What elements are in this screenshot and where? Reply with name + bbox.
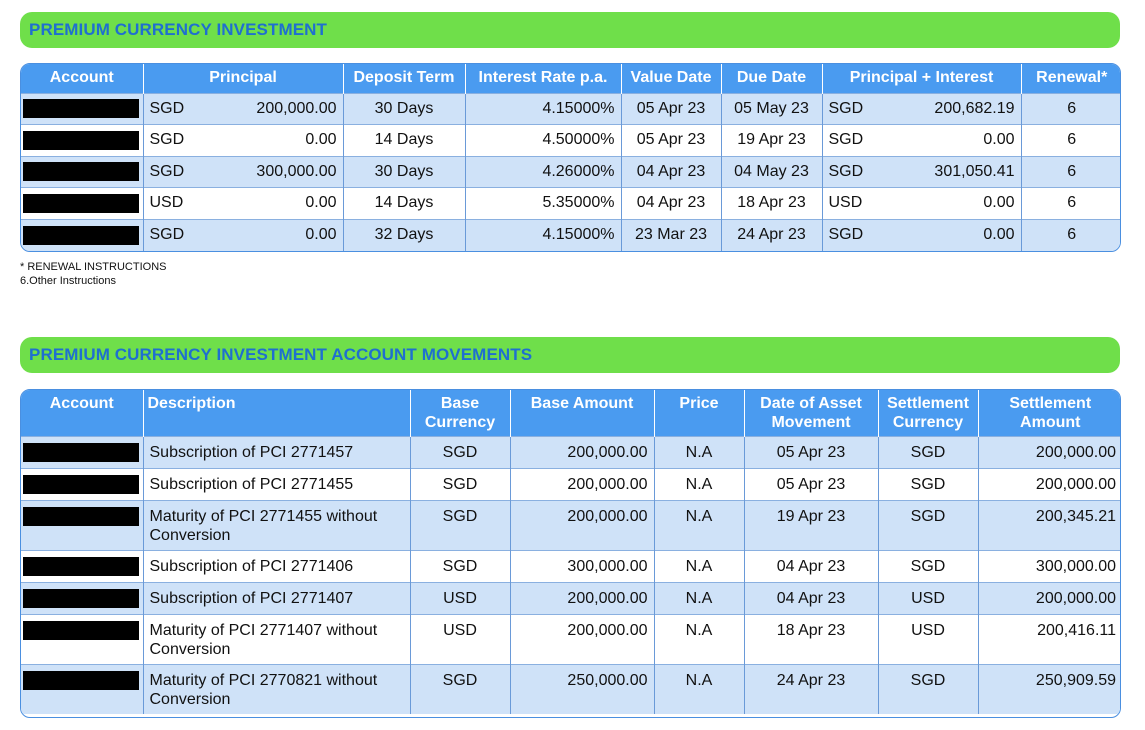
col-header-due-date: Due Date: [721, 64, 822, 93]
asset-movement-date-cell: 04 Apr 23: [744, 550, 878, 582]
principal-amount: 0.00: [305, 194, 337, 212]
due-date-cell: 04 May 23: [721, 156, 822, 188]
principal-currency: SGD: [149, 99, 185, 117]
principal-interest-currency: SGD: [828, 162, 864, 180]
settlement-amount-cell: 200,416.11: [978, 614, 1121, 664]
asset-movement-date-cell: 24 Apr 23: [744, 664, 878, 714]
account-cell: [21, 125, 143, 157]
asset-movement-date-cell: 04 Apr 23: [744, 582, 878, 614]
col-header-settlement-amount: Settlement Amount: [978, 390, 1121, 436]
price-cell: N.A: [654, 582, 744, 614]
settlement-currency-cell: SGD: [878, 550, 978, 582]
account-cell: [21, 550, 143, 582]
col-header-settlement-currency: Settlement Currency: [878, 390, 978, 436]
renewal-instruction-note: 6.Other Instructions: [20, 275, 116, 287]
price-cell: N.A: [654, 500, 744, 550]
table-row: [21, 614, 1121, 664]
base-currency-cell: SGD: [410, 436, 510, 468]
account-cell: [21, 188, 143, 220]
asset-movement-date-cell: 05 Apr 23: [744, 468, 878, 500]
base-currency-cell: SGD: [410, 500, 510, 550]
col-header-base-currency: Base Currency: [410, 390, 510, 436]
redacted-account-number: [23, 99, 139, 118]
table-row: [21, 156, 1121, 188]
col-header-value-date: Value Date: [621, 64, 721, 93]
account-cell: [21, 664, 143, 714]
deposit-term-cell: 14 Days: [343, 188, 465, 220]
settlement-amount-cell: 200,000.00: [978, 436, 1121, 468]
renewal-cell: 6: [1021, 93, 1121, 125]
col-header-price: Price: [654, 390, 744, 436]
value-date-cell: 05 Apr 23: [621, 93, 721, 125]
principal-amount: 0.00: [305, 131, 337, 149]
settlement-currency-cell: USD: [878, 582, 978, 614]
principal-interest-amount: 301,050.41: [934, 162, 1015, 180]
table-row: [21, 500, 1121, 550]
col-header-base-amount: Base Amount: [510, 390, 654, 436]
table-row: [21, 550, 1121, 582]
redacted-account-number: [23, 226, 139, 245]
base-amount-cell: 250,000.00: [510, 664, 654, 714]
price-cell: N.A: [654, 436, 744, 468]
principal-currency: SGD: [149, 131, 185, 149]
principal-interest-amount: 200,682.19: [934, 99, 1015, 117]
renewal-footnote: * RENEWAL INSTRUCTIONS: [20, 261, 167, 273]
col-header-interest-rate: Interest Rate p.a.: [465, 64, 621, 93]
principal-cell: [143, 219, 343, 251]
deposit-term-cell: 14 Days: [343, 125, 465, 157]
principal-amount: 300,000.00: [256, 162, 337, 180]
principal-interest-currency: SGD: [828, 226, 864, 243]
settlement-amount-cell: 200,000.00: [978, 468, 1121, 500]
settlement-amount-cell: 200,345.21: [978, 500, 1121, 550]
due-date-cell: 19 Apr 23: [721, 125, 822, 157]
base-amount-cell: 200,000.00: [510, 582, 654, 614]
principal-interest-cell: [822, 156, 1021, 188]
asset-movement-date-cell: 19 Apr 23: [744, 500, 878, 550]
description-cell: Subscription of PCI 2771455: [143, 468, 410, 500]
base-amount-cell: 200,000.00: [510, 468, 654, 500]
table-row: [21, 93, 1121, 125]
col-header-renewal: Renewal*: [1021, 64, 1121, 93]
deposit-term-cell: 32 Days: [343, 219, 465, 251]
principal-interest-currency: SGD: [828, 99, 864, 117]
deposit-term-cell: 30 Days: [343, 156, 465, 188]
price-cell: N.A: [654, 468, 744, 500]
table-header-row: [21, 64, 1121, 93]
principal-interest-cell: [822, 219, 1021, 251]
settlement-amount-cell: 200,000.00: [978, 582, 1121, 614]
redacted-account-number: [23, 507, 139, 526]
base-currency-cell: USD: [410, 614, 510, 664]
settlement-currency-cell: SGD: [878, 468, 978, 500]
principal-interest-amount: 0.00: [983, 226, 1015, 243]
renewal-cell: 6: [1021, 156, 1121, 188]
principal-amount: 0.00: [305, 226, 337, 243]
interest-rate-cell: 4.26000%: [465, 156, 621, 188]
redacted-account-number: [23, 589, 139, 608]
base-amount-cell: 200,000.00: [510, 614, 654, 664]
value-date-cell: 04 Apr 23: [621, 156, 721, 188]
pci-holdings-table: [21, 64, 1121, 251]
base-currency-cell: SGD: [410, 664, 510, 714]
asset-movement-date-cell: 05 Apr 23: [744, 436, 878, 468]
interest-rate-cell: 4.15000%: [465, 219, 621, 251]
redacted-account-number: [23, 621, 139, 640]
col-header-account: Account: [21, 64, 143, 93]
table-row: [21, 188, 1121, 220]
redacted-account-number: [23, 671, 139, 690]
pci-movements-table-container: [20, 389, 1121, 718]
value-date-cell: 23 Mar 23: [621, 219, 721, 251]
principal-interest-currency: USD: [828, 194, 863, 212]
base-currency-cell: SGD: [410, 550, 510, 582]
col-header-principal: Principal: [143, 64, 343, 93]
pci-holdings-table-container: [20, 63, 1121, 252]
col-header-deposit-term: Deposit Term: [343, 64, 465, 93]
principal-interest-currency: SGD: [828, 131, 864, 149]
due-date-cell: 05 May 23: [721, 93, 822, 125]
description-cell: Maturity of PCI 2771407 without Conversion: [143, 614, 410, 664]
principal-currency: SGD: [149, 226, 185, 243]
account-cell: [21, 93, 143, 125]
asset-movement-date-cell: 18 Apr 23: [744, 614, 878, 664]
table-row: [21, 436, 1121, 468]
price-cell: N.A: [654, 664, 744, 714]
principal-cell: [143, 188, 343, 220]
table-row: [21, 219, 1121, 251]
account-cell: [21, 156, 143, 188]
settlement-currency-cell: SGD: [878, 436, 978, 468]
principal-cell: [143, 125, 343, 157]
settlement-currency-cell: SGD: [878, 664, 978, 714]
price-cell: N.A: [654, 614, 744, 664]
principal-cell: [143, 156, 343, 188]
table-row: [21, 582, 1121, 614]
due-date-cell: 24 Apr 23: [721, 219, 822, 251]
settlement-amount-cell: 300,000.00: [978, 550, 1121, 582]
base-amount-cell: 300,000.00: [510, 550, 654, 582]
table-row: [21, 664, 1121, 714]
base-amount-cell: 200,000.00: [510, 436, 654, 468]
redacted-account-number: [23, 162, 139, 181]
principal-interest-cell: [822, 125, 1021, 157]
redacted-account-number: [23, 131, 139, 150]
account-cell: [21, 468, 143, 500]
principal-currency: USD: [149, 194, 184, 212]
col-header-asset-movement-date: Date of Asset Movement: [744, 390, 878, 436]
principal-interest-cell: [822, 93, 1021, 125]
col-header-principal-interest: Principal + Interest: [822, 64, 1021, 93]
principal-cell: [143, 93, 343, 125]
base-currency-cell: USD: [410, 582, 510, 614]
table-row: [21, 468, 1121, 500]
redacted-account-number: [23, 557, 139, 576]
description-cell: Maturity of PCI 2771455 without Conversion: [143, 500, 410, 550]
col-header-description: Description: [143, 390, 410, 436]
due-date-cell: 18 Apr 23: [721, 188, 822, 220]
description-cell: Subscription of PCI 2771457: [143, 436, 410, 468]
table-row: [21, 125, 1121, 157]
renewal-cell: 6: [1021, 125, 1121, 157]
description-cell: Subscription of PCI 2771407: [143, 582, 410, 614]
principal-currency: SGD: [149, 162, 185, 180]
renewal-cell: 6: [1021, 219, 1121, 251]
account-cell: [21, 614, 143, 664]
account-cell: [21, 582, 143, 614]
table-header-row: [21, 390, 1121, 436]
interest-rate-cell: 4.15000%: [465, 93, 621, 125]
pci-section-title: PREMIUM CURRENCY INVESTMENT: [20, 12, 1120, 48]
price-cell: N.A: [654, 550, 744, 582]
account-cell: [21, 219, 143, 251]
redacted-account-number: [23, 194, 139, 213]
interest-rate-cell: 5.35000%: [465, 188, 621, 220]
account-cell: [21, 500, 143, 550]
base-amount-cell: 200,000.00: [510, 500, 654, 550]
renewal-cell: 6: [1021, 188, 1121, 220]
principal-interest-amount: 0.00: [983, 194, 1015, 212]
pci-movements-table: [21, 390, 1121, 714]
pci-movements-section-title: PREMIUM CURRENCY INVESTMENT ACCOUNT MOVEMENTS: [20, 337, 1120, 373]
principal-interest-cell: [822, 188, 1021, 220]
value-date-cell: 04 Apr 23: [621, 188, 721, 220]
base-currency-cell: SGD: [410, 468, 510, 500]
redacted-account-number: [23, 475, 139, 494]
col-header-account: Account: [21, 390, 143, 436]
settlement-currency-cell: SGD: [878, 500, 978, 550]
description-cell: Maturity of PCI 2770821 without Conversion: [143, 664, 410, 714]
deposit-term-cell: 30 Days: [343, 93, 465, 125]
value-date-cell: 05 Apr 23: [621, 125, 721, 157]
principal-amount: 200,000.00: [256, 99, 337, 117]
settlement-amount-cell: 250,909.59: [978, 664, 1121, 714]
settlement-currency-cell: USD: [878, 614, 978, 664]
description-cell: Subscription of PCI 2771406: [143, 550, 410, 582]
account-cell: [21, 436, 143, 468]
interest-rate-cell: 4.50000%: [465, 125, 621, 157]
redacted-account-number: [23, 443, 139, 462]
principal-interest-amount: 0.00: [983, 131, 1015, 149]
